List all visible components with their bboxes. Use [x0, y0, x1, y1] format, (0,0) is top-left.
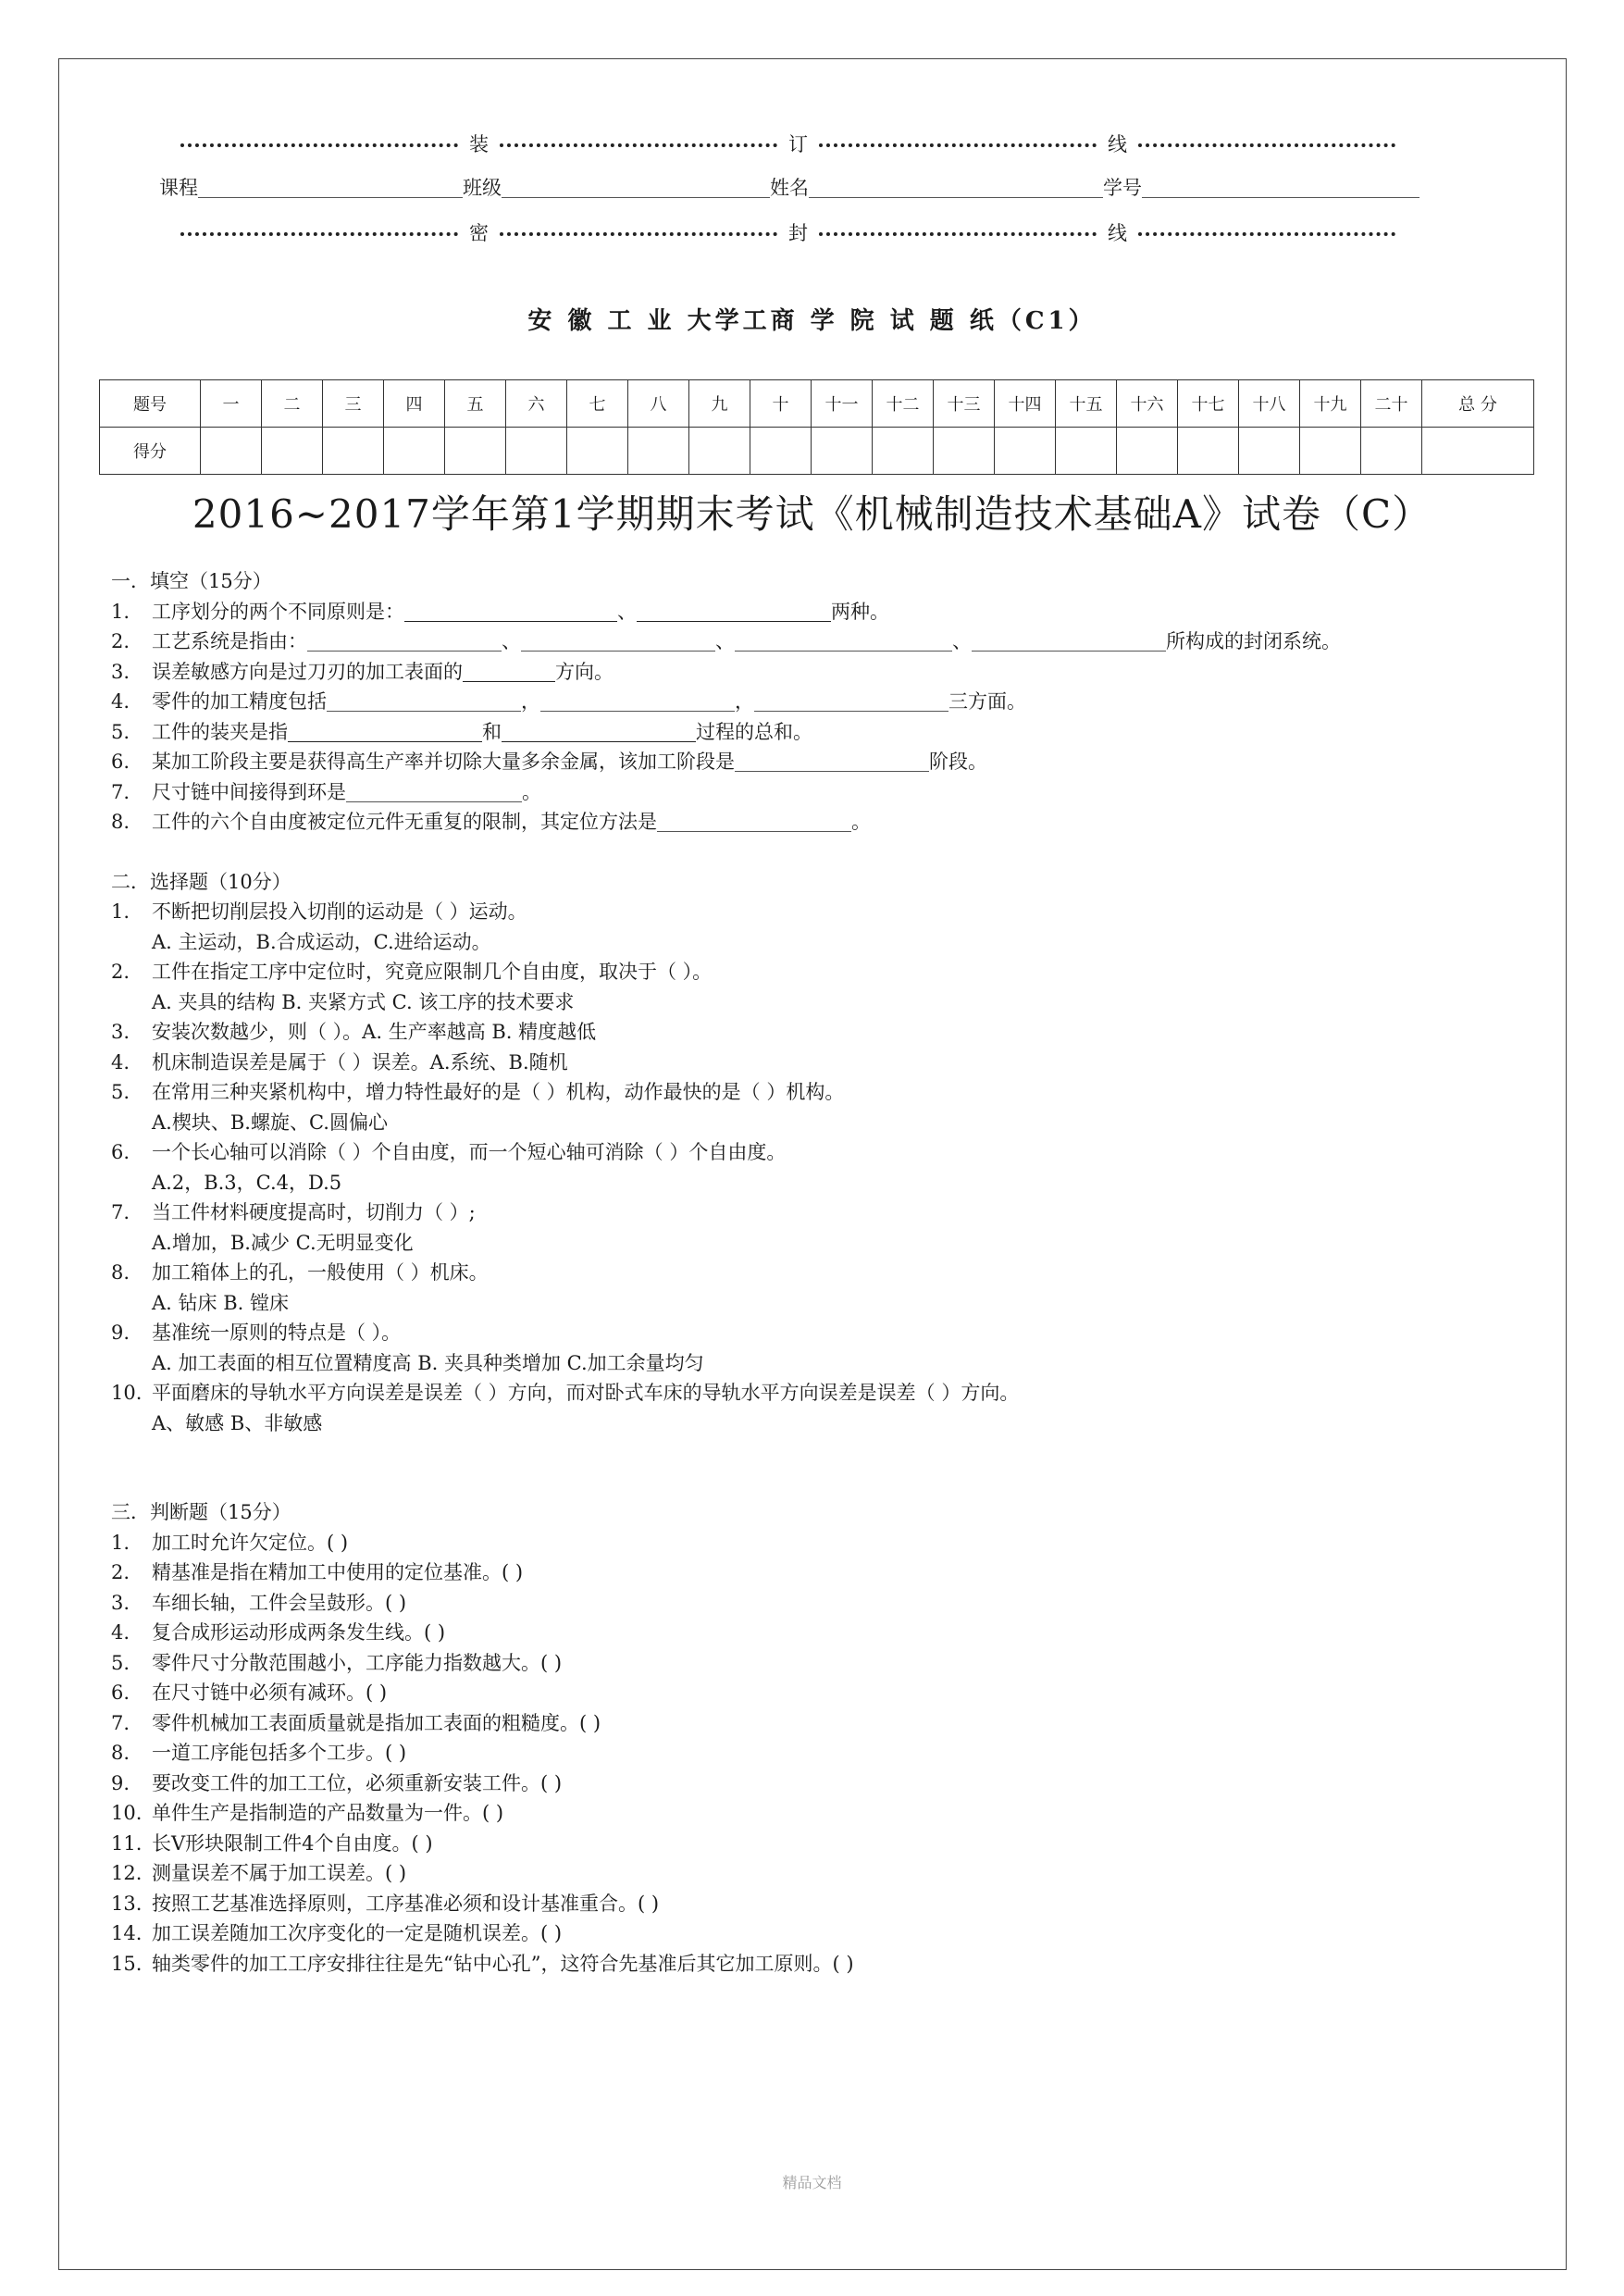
question-item: 1. 加工时允许欠定位。( ) [111, 1531, 349, 1554]
score-header-cell: 十二 [873, 380, 934, 428]
question-item: 15. 轴类零件的加工工序安排往往是先“钻中心孔”，这符合先基准后其它加工原则。( ) [111, 1952, 854, 1975]
score-header-cell: 十九 [1300, 380, 1361, 428]
name-field[interactable] [809, 177, 1103, 198]
exam-content [111, 566, 1536, 1979]
score-cell[interactable] [262, 428, 323, 475]
score-cell[interactable] [1056, 428, 1117, 475]
score-table-score-row [100, 428, 1534, 475]
student-id-field[interactable] [1142, 177, 1419, 198]
question-options: A. 加工表面的相互位置精度高 B. 夹具种类增加 C.加工余量均匀 [152, 1351, 704, 1374]
choice-question-list [111, 897, 1536, 1438]
question-item: 7. 当工件材料硬度提高时，切削力（ ）; [111, 1201, 476, 1223]
field-label-name: 姓名 [770, 177, 809, 199]
question-item: 5. 工件的装夹是指 和 过程的总和。 [111, 720, 812, 743]
question-item: 2. 精基准是指在精加工中使用的定位基准。( ) [111, 1561, 524, 1583]
question-item: 8. 一道工序能包括多个工步。( ) [111, 1742, 407, 1764]
question-item: 5. 零件尺寸分散范围越小，工序能力指数越大。( ) [111, 1651, 563, 1674]
question-item: 4. 复合成形运动形成两条发生线。( ) [111, 1621, 446, 1644]
score-cell[interactable] [1178, 428, 1239, 475]
answer-blank[interactable] [657, 809, 851, 832]
score-cell[interactable] [750, 428, 812, 475]
answer-blank[interactable] [637, 599, 831, 622]
score-cell[interactable] [567, 428, 628, 475]
question-item: 3. 安装次数越少，则（ ）。A. 生产率越高 B. 精度越低 [111, 1021, 597, 1043]
score-cell[interactable] [873, 428, 934, 475]
question-options: A.2，B.3，C.4，D.5 [152, 1171, 342, 1194]
judgment-question-list [111, 1528, 1536, 1980]
binding-char: 线 [1108, 133, 1127, 155]
score-cell[interactable] [689, 428, 750, 475]
answer-blank[interactable] [288, 719, 482, 742]
answer-blank[interactable] [735, 749, 929, 772]
row-label: 题号 [100, 380, 201, 428]
question-options: A.增加，B.减少 C.无明显变化 [152, 1231, 414, 1254]
score-cell[interactable] [1239, 428, 1300, 475]
score-cell[interactable] [812, 428, 873, 475]
question-item: 10. 平面磨床的导轨水平方向误差是误差（ ）方向，而对卧式车床的导轨水平方向误差是误差（ ）方向。 [111, 1382, 1020, 1404]
score-cell[interactable] [1361, 428, 1422, 475]
student-info-row [159, 173, 1419, 201]
score-cell[interactable] [1117, 428, 1178, 475]
score-cell[interactable] [201, 428, 262, 475]
question-item: 14. 加工误差随加工次序变化的一定是随机误差。( ) [111, 1922, 563, 1944]
question-options: A. 夹具的结构 B. 夹紧方式 C. 该工序的技术要求 [152, 990, 575, 1013]
score-header-cell: 十四 [995, 380, 1056, 428]
school-title: 安 徽 工 业 大学工商 学 院 试 题 纸（C1） [527, 307, 1097, 335]
question-item: 5. 在常用三种夹紧机构中，增力特性最好的是（ ）机构，动作最快的是（ ）机构。 [111, 1081, 845, 1103]
question-item: 10. 单件生产是指制造的产品数量为一件。( ) [111, 1802, 504, 1824]
footer-watermark: 精品文档 [782, 2174, 842, 2191]
question-item: 4. 零件的加工精度包括 ， ， 三方面。 [111, 690, 1026, 713]
section-heading: 二．选择题（10分） [111, 870, 291, 893]
score-header-cell: 十八 [1239, 380, 1300, 428]
question-item: 8. 工件的六个自由度被定位元件无重复的限制，其定位方法是 。 [111, 811, 871, 833]
answer-blank[interactable] [327, 689, 521, 712]
score-cell[interactable] [628, 428, 689, 475]
question-options: A. 钻床 B. 镗床 [152, 1291, 289, 1314]
score-cell[interactable] [445, 428, 506, 475]
question-item: 1. 不断把切削层投入切削的运动是（ ）运动。 [111, 900, 527, 923]
score-header-cell: 二 [262, 380, 323, 428]
score-header-cell: 七 [567, 380, 628, 428]
score-cell[interactable] [995, 428, 1056, 475]
score-table-header-row [100, 380, 1534, 428]
score-cell[interactable] [1300, 428, 1361, 475]
answer-blank[interactable] [346, 779, 522, 802]
binding-char: 线 [1108, 222, 1127, 244]
answer-blank[interactable] [521, 628, 715, 652]
score-header-cell: 五 [445, 380, 506, 428]
class-field[interactable] [502, 177, 770, 198]
score-cell[interactable] [323, 428, 384, 475]
question-item: 7. 零件机械加工表面质量就是指加工表面的粗糙度。( ) [111, 1711, 601, 1734]
section-heading: 三．判断题（15分） [111, 1501, 291, 1523]
binding-line-bottom [180, 218, 1407, 246]
question-item: 6. 在尺寸链中必须有减环。( ) [111, 1682, 388, 1704]
binding-char: 订 [788, 133, 808, 155]
course-field[interactable] [198, 177, 463, 198]
score-header-cell: 三 [323, 380, 384, 428]
score-cell[interactable] [384, 428, 445, 475]
question-item: 6. 一个长心轴可以消除（ ）个自由度，而一个短心轴可消除（ ）个自由度。 [111, 1141, 787, 1163]
answer-blank[interactable] [754, 689, 948, 712]
field-label-student-id: 学号 [1103, 177, 1142, 199]
score-header-cell: 十七 [1178, 380, 1239, 428]
question-item: 3. 车细长轴，工件会呈鼓形。( ) [111, 1591, 407, 1614]
score-header-cell: 十六 [1117, 380, 1178, 428]
score-header-cell: 总 分 [1422, 380, 1534, 428]
question-item: 2. 工件在指定工序中定位时，究竟应限制几个自由度，取决于（ ）。 [111, 961, 713, 983]
score-header-cell: 十五 [1056, 380, 1117, 428]
question-item: 1. 工序划分的两个不同原则是： 、 两种。 [111, 600, 889, 623]
score-cell[interactable] [934, 428, 995, 475]
question-item: 7. 尺寸链中间接得到环是 。 [111, 780, 541, 803]
question-item: 6. 某加工阶段主要是获得高生产率并切除大量多余金属，该加工阶段是 阶段。 [111, 751, 987, 773]
question-item: 13. 按照工艺基准选择原则，工序基准必须和设计基准重合。( ) [111, 1892, 660, 1915]
score-header-cell: 六 [506, 380, 567, 428]
question-options: A、敏感 B、非敏感 [152, 1411, 323, 1434]
answer-blank[interactable] [735, 628, 952, 652]
score-cell[interactable] [506, 428, 567, 475]
question-options: A. 主运动，B.合成运动，C.进给运动。 [152, 930, 491, 953]
answer-blank[interactable] [404, 599, 617, 622]
score-header-cell: 九 [689, 380, 750, 428]
question-item: 9. 基准统一原则的特点是（ ）。 [111, 1322, 402, 1344]
score-header-cell: 十 [750, 380, 812, 428]
binding-line-top [180, 130, 1407, 157]
score-header-cell: 八 [628, 380, 689, 428]
binding-char: 封 [788, 222, 808, 244]
question-item: 3. 误差敏感方向是过刀刃的加工表面的 方向。 [111, 660, 614, 683]
field-label-class: 班级 [463, 177, 502, 199]
row-label: 得分 [100, 428, 201, 475]
question-item: 4. 机床制造误差是属于（ ）误差。A.系统、B.随机 [111, 1050, 568, 1074]
answer-blank[interactable] [463, 659, 555, 682]
answer-blank[interactable] [502, 719, 696, 742]
question-item: 12. 测量误差不属于加工误差。( ) [111, 1862, 407, 1884]
question-options: A.楔块、B.螺旋、C.圆偏心 [152, 1111, 388, 1134]
field-label-course: 课程 [159, 177, 198, 199]
answer-blank[interactable] [307, 628, 502, 652]
section-heading: 一．填空（15分） [111, 570, 272, 592]
answer-blank[interactable] [972, 628, 1166, 652]
score-header-cell: 二十 [1361, 380, 1422, 428]
question-item: 9. 要改变工件的加工工位，必须重新安装工件。( ) [111, 1771, 563, 1794]
score-cell[interactable] [1422, 428, 1534, 475]
question-item: 8. 加工箱体上的孔，一般使用（ ）机床。 [111, 1261, 489, 1284]
paper-title: 2016~2017学年第1学期期末考试《机械制造技术基础A》试卷（C） [192, 491, 1432, 537]
binding-char: 密 [469, 222, 489, 244]
answer-blank[interactable] [540, 689, 735, 712]
question-item: 2. 工艺系统是指由： 、 、 、 所构成的封闭系统。 [111, 630, 1341, 652]
score-header-cell: 四 [384, 380, 445, 428]
score-table [99, 379, 1534, 475]
score-header-cell: 十三 [934, 380, 995, 428]
score-header-cell: 十一 [812, 380, 873, 428]
score-header-cell: 一 [201, 380, 262, 428]
question-item: 11. 长V形块限制工件4个自由度。( ) [111, 1831, 433, 1855]
binding-char: 装 [469, 133, 489, 155]
